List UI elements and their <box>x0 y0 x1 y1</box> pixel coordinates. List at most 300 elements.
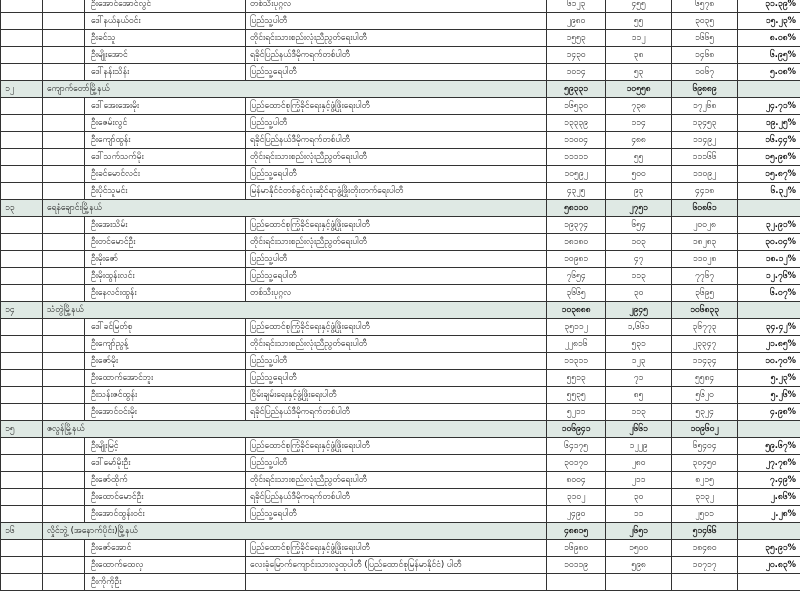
vote-percent: ၁၈.၁၂% <box>738 251 800 268</box>
votes-1: ၁၁၀၀၄ <box>547 132 606 149</box>
votes-total: ၁၁၀၉၂ <box>672 166 738 183</box>
blank-cell <box>1 574 43 591</box>
township-name: ရေနံချောင်းမြို့နယ် <box>43 200 547 217</box>
candidate-name: ဦးကျော်ထွန်း <box>85 132 246 149</box>
party-name: ပြည်ထောင်စုကြံ့ခိုင်ရေးနှင့်ဖွံ့ဖြိုးရေးပါတီ <box>246 540 547 557</box>
township-total-2: ၂၆၅၁ <box>606 523 672 540</box>
votes-2: ၇၃၈ <box>606 98 672 115</box>
votes-1: ၁၈၁၈၀ <box>547 234 606 251</box>
votes-1: ၃၀၁၇၀ <box>547 455 606 472</box>
vote-percent: ၂၇.၇၈% <box>738 455 800 472</box>
vote-percent: ၆.၀၇% <box>738 285 800 302</box>
township-row <box>1 200 800 217</box>
votes-total: ၄၄၁၈ <box>672 183 738 200</box>
party-name: တိုင်းရင်းသားစည်းလုံးညီညွတ်ရေးပါတီ <box>246 149 547 166</box>
votes-2: ၇၁ <box>606 370 672 387</box>
party-name: တစ်သီးပုဂ္ဂလ <box>246 0 547 13</box>
votes-2: ၄၈၈ <box>606 132 672 149</box>
candidate-name: ဦးဇေမ်းလွင် <box>85 115 246 132</box>
votes-total: ၁၇၂၆၈ <box>672 98 738 115</box>
vote-percent: ၅.၂၃% <box>738 370 800 387</box>
party-name: ပြည်သူ့ပါတီ <box>246 115 547 132</box>
candidate-row <box>1 319 800 336</box>
candidate-name: ဦးအောင်ထွန်းဝင်း <box>85 506 246 523</box>
township-number: ၁၆ <box>1 523 43 540</box>
party-name: ပြည်သူ့ရေပါတီ <box>246 370 547 387</box>
blank-cell <box>43 234 85 251</box>
blank-cell <box>43 149 85 166</box>
vote-percent: ၁၅.၉၈% <box>738 149 800 166</box>
party-name: ပြည်သူ့ရေပါတီ <box>246 64 547 81</box>
candidate-row <box>1 268 800 285</box>
party-name: ပြည်သူ့ပါတီ <box>246 353 547 370</box>
vote-percent: ၅.၂၆% <box>738 387 800 404</box>
township-total-3: ၆၉၈၈၉ <box>672 81 738 98</box>
votes-total <box>672 574 738 591</box>
candidate-name: ဦးမျိုးမြင့် <box>85 438 246 455</box>
votes-1: ၅၂၁၁ <box>547 404 606 421</box>
blank-cell <box>1 115 43 132</box>
vote-percent: ၁၅.၂၃% <box>738 13 800 30</box>
votes-1: ၃၁၀၂ <box>547 489 606 506</box>
township-total-2: ၂၉၄၅ <box>606 302 672 319</box>
party-name: မြန်မာနိုင်ငံတစ်ခွင်လုံးဆိုင်ရာဖွံ့ဖြိုးတိုးတက်ရေးပါတီ <box>246 183 547 200</box>
votes-2 <box>606 574 672 591</box>
vote-percent: ၂၁.၈၅% <box>738 336 800 353</box>
vote-percent: ၁၀.၇၀% <box>738 353 800 370</box>
blank-cell <box>43 0 85 13</box>
blank-cell <box>43 166 85 183</box>
township-number: ၁၃ <box>1 200 43 217</box>
candidate-name: ဦးအောင်အောင်လွင် <box>85 0 246 13</box>
votes-1: ၅၅၃၅ <box>547 387 606 404</box>
blank-cell <box>1 489 43 506</box>
vote-percent: ၃၄.၄၂% <box>738 319 800 336</box>
blank-cell <box>1 353 43 370</box>
votes-2: ၁၁၂ <box>606 30 672 47</box>
candidate-row <box>1 30 800 47</box>
votes-2: ၅၃၁ <box>606 336 672 353</box>
votes-1: ၁၃၃၃၉ <box>547 115 606 132</box>
candidate-row <box>1 574 800 591</box>
votes-2: ၄၅၅ <box>606 0 672 13</box>
candidate-row <box>1 0 800 13</box>
votes-2: ၈၅ <box>606 387 672 404</box>
candidate-name: ဒေါ်မော်မိုးဦး <box>85 455 246 472</box>
votes-total: ၁၁၄၉၂ <box>672 132 738 149</box>
votes-total: ၃၆၉၅ <box>672 285 738 302</box>
candidate-name: ဦးမိုးထွန်းလင်း <box>85 268 246 285</box>
votes-2: ၉၃ <box>606 183 672 200</box>
blank-cell <box>1 557 43 574</box>
candidate-name: ဦးထောက်ထေလှ <box>85 557 246 574</box>
township-name: ကျောက်တော်မြို့နယ် <box>43 81 547 98</box>
blank-cell <box>1 98 43 115</box>
blank-cell <box>43 506 85 523</box>
votes-total: ၅၅၈၄ <box>672 370 738 387</box>
votes-2: ၁၀၃ <box>606 234 672 251</box>
township-percent <box>738 302 800 319</box>
candidate-name: ဒေါ်သက်သက်မိုး <box>85 149 246 166</box>
votes-1: ၁၅၅၃ <box>547 30 606 47</box>
vote-percent: ၂၄.၇၁% <box>738 98 800 115</box>
blank-cell <box>43 13 85 30</box>
votes-total: ၂၅၀၁ <box>672 506 738 523</box>
candidate-row <box>1 13 800 30</box>
votes-2: ၅၉၈ <box>606 557 672 574</box>
township-name: သံတွဲမြို့နယ် <box>43 302 547 319</box>
party-name: ပြည်သူ့ရေပါတီ <box>246 506 547 523</box>
vote-percent: ၂.၈၆% <box>738 489 800 506</box>
township-total-2: ၁၀၅၅၈ <box>606 81 672 98</box>
candidate-row <box>1 370 800 387</box>
vote-percent: ၅.၀၈% <box>738 64 800 81</box>
candidate-row <box>1 149 800 166</box>
party-name: ရခိုင်ပြည်နယ်ဒီမိုကရက်တစ်ပါတီ <box>246 404 547 421</box>
township-total-2: ၂၆၆၁ <box>606 421 672 438</box>
township-total-1: ၅၈၁၁၀ <box>547 200 606 217</box>
candidate-name: ဦးဇော်မိုး <box>85 353 246 370</box>
blank-cell <box>1 455 43 472</box>
votes-total: ၁၀၇၁၇ <box>672 557 738 574</box>
party-name: ပြည်သူ့ရေပါတီ <box>246 166 547 183</box>
vote-percent: ၁၉.၂၅% <box>738 115 800 132</box>
candidate-row <box>1 183 800 200</box>
candidate-row <box>1 506 800 523</box>
votes-1: ၃၆၆၅ <box>547 285 606 302</box>
blank-cell <box>43 370 85 387</box>
candidate-row <box>1 132 800 149</box>
candidate-name: ဒေါ်နန်းသိန်း <box>85 64 246 81</box>
candidate-name: ဦးဇော်ထိုက် <box>85 472 246 489</box>
votes-total: ၇၇၆၇ <box>672 268 738 285</box>
votes-2: ၁၁ <box>606 506 672 523</box>
vote-percent: ၂၀.၈၃% <box>738 557 800 574</box>
candidate-name: ဦးခင်သူ <box>85 30 246 47</box>
vote-percent: ၄.၉၈% <box>738 404 800 421</box>
votes-total: ၃၀၃၅ <box>672 13 738 30</box>
party-name: ပြည်ထောင်စုကြံ့ခိုင်ရေးနှင့်ဖွံ့ဖြိုးရေးပါတီ <box>246 319 547 336</box>
blank-cell <box>43 64 85 81</box>
votes-1: ၂၂၈၁၆ <box>547 336 606 353</box>
blank-cell <box>1 370 43 387</box>
votes-1: ၁၀၁၄ <box>547 64 606 81</box>
votes-1: ၁၁၁၁၁ <box>547 149 606 166</box>
votes-2: ၅၀၀ <box>606 166 672 183</box>
township-row <box>1 421 800 438</box>
votes-1: ၁၄၃၀ <box>547 47 606 64</box>
blank-cell <box>43 47 85 64</box>
votes-1: ၅၅၁၃ <box>547 370 606 387</box>
votes-1: ၂၄၉၀ <box>547 506 606 523</box>
votes-2: ၃၈ <box>606 47 672 64</box>
votes-total: ၁၈၂၈၃ <box>672 234 738 251</box>
blank-cell <box>43 472 85 489</box>
blank-cell <box>43 387 85 404</box>
blank-cell <box>1 166 43 183</box>
blank-cell <box>1 540 43 557</box>
votes-1: ၄၃၂၅ <box>547 183 606 200</box>
township-total-3: ၆၀၈၆၁ <box>672 200 738 217</box>
votes-1: ၈၀၀၄ <box>547 472 606 489</box>
party-name: လေးခုံမြောက်ကျောင်းသားလူထုပါတီ (ပြည်ထောင်စုမြန်မာနိုင်ငံ) ပါတီ <box>246 557 547 574</box>
township-number: ၁၂ <box>1 81 43 98</box>
blank-cell <box>1 0 43 13</box>
votes-1: ၆၁၂၃ <box>547 0 606 13</box>
party-name: ပြည်သူ့ပါတီ <box>246 251 547 268</box>
blank-cell <box>43 251 85 268</box>
candidate-row <box>1 217 800 234</box>
votes-1: ၂၉၈၀ <box>547 13 606 30</box>
votes-1: ၁၆၉၈၀ <box>547 540 606 557</box>
candidate-row <box>1 387 800 404</box>
votes-total: ၁၃၄၅၃ <box>672 115 738 132</box>
vote-percent: ၈.၀၈% <box>738 30 800 47</box>
vote-percent: ၃၅.၉၁% <box>738 540 800 557</box>
candidate-row <box>1 455 800 472</box>
township-total-3: ၅၁၄၆၆ <box>672 523 738 540</box>
candidate-row <box>1 404 800 421</box>
vote-percent: ၅၉.၆၇% <box>738 438 800 455</box>
votes-1: ၇၆၅၄ <box>547 268 606 285</box>
township-total-1: ၅၉၃၃၁ <box>547 81 606 98</box>
party-name: တစ်သီးပုဂ္ဂလ <box>246 285 547 302</box>
vote-percent: ၁၂.၇၆% <box>738 268 800 285</box>
candidate-name: ဦးကျော်ညွန့် <box>85 336 246 353</box>
votes-2: ၆၅၄ <box>606 217 672 234</box>
candidate-name: ဦးထောင်မောင်ဦး <box>85 489 246 506</box>
votes-1: ၃၅၁၁၂ <box>547 319 606 336</box>
votes-2: ၁၁၃ <box>606 404 672 421</box>
candidate-name: ဒေါ်အေးအေးမိုး <box>85 98 246 115</box>
vote-percent: ၂.၂၈% <box>738 506 800 523</box>
candidate-row <box>1 251 800 268</box>
township-percent <box>738 421 800 438</box>
blank-cell <box>1 404 43 421</box>
blank-cell <box>43 98 85 115</box>
vote-percent: ၃၂.၉၁% <box>738 217 800 234</box>
candidate-row <box>1 285 800 302</box>
votes-total: ၁၁၀၂၈ <box>672 251 738 268</box>
vote-percent <box>738 574 800 591</box>
blank-cell <box>1 132 43 149</box>
votes-total: ၅၆၂၀ <box>672 387 738 404</box>
township-number: ၁၅ <box>1 421 43 438</box>
vote-percent: ၇.၄၉% <box>738 472 800 489</box>
votes-2: ၅၅ <box>606 149 672 166</box>
township-row <box>1 523 800 540</box>
blank-cell <box>1 336 43 353</box>
candidate-row <box>1 438 800 455</box>
vote-percent: ၃၁.၃၉% <box>738 0 800 13</box>
votes-total: ၁၈၄၈၀ <box>672 540 738 557</box>
party-name: ပြည်သူ့ပါတီ <box>246 13 547 30</box>
votes-1: ၁၁၃၁၁ <box>547 353 606 370</box>
township-total-1: ၁၀၆၉၄၁ <box>547 421 606 438</box>
candidate-row <box>1 166 800 183</box>
candidate-row <box>1 353 800 370</box>
votes-2: ၄၇ <box>606 251 672 268</box>
votes-2: ၁၂၂၉ <box>606 438 672 455</box>
township-total-3: ၁၀၉၆၀၂ <box>672 421 738 438</box>
candidate-name: ဦးကိုကိုဦး <box>85 574 246 591</box>
township-percent <box>738 523 800 540</box>
votes-total: ၁၆၆၅ <box>672 30 738 47</box>
votes-2: ၁၁၃ <box>606 268 672 285</box>
blank-cell <box>1 319 43 336</box>
party-name: ရခိုင်ပြည်နယ်ဒီမိုကရက်တစ်ပါတီ <box>246 47 547 64</box>
votes-total: ၃၆၇၇၃ <box>672 319 738 336</box>
vote-percent: ၁၅.၈၇% <box>738 166 800 183</box>
party-name: ပြည်ထောင်စုကြံ့ခိုင်ရေးနှင့်ဖွံ့ဖြိုးရေးပါတီ <box>246 98 547 115</box>
blank-cell <box>43 557 85 574</box>
votes-2: ၁၅၀၀ <box>606 540 672 557</box>
votes-2: ၁၂၃ <box>606 353 672 370</box>
votes-1: ၁၀၉၈၁ <box>547 251 606 268</box>
party-name: ပြည်သူ့ပါတီ <box>246 455 547 472</box>
blank-cell <box>43 455 85 472</box>
votes-2: ၅၃ <box>606 64 672 81</box>
blank-cell <box>1 30 43 47</box>
candidate-row <box>1 64 800 81</box>
candidate-row <box>1 98 800 115</box>
township-row <box>1 81 800 98</box>
blank-cell <box>1 268 43 285</box>
blank-cell <box>43 319 85 336</box>
candidate-row <box>1 234 800 251</box>
candidate-row <box>1 489 800 506</box>
votes-1: ၁၀၅၉၂ <box>547 166 606 183</box>
votes-total: ၆၅၇၈ <box>672 0 738 13</box>
blank-cell <box>1 387 43 404</box>
blank-cell <box>1 472 43 489</box>
votes-2: ၃၀ <box>606 285 672 302</box>
blank-cell <box>1 234 43 251</box>
votes-total: ၂၀၀၂၈ <box>672 217 738 234</box>
votes-total: ၁၀၆၇ <box>672 64 738 81</box>
party-name: ငြိမ်းချမ်းရေးနှင့်ဖွံ့ဖြိုးရေးပါတီ <box>246 387 547 404</box>
party-name: ပြည်ထောင်စုကြံ့ခိုင်ရေးနှင့်ဖွံ့ဖြိုးရေးပါတီ <box>246 217 547 234</box>
blank-cell <box>43 115 85 132</box>
votes-total: ၈၂၁၅ <box>672 472 738 489</box>
party-name: ရခိုင်ပြည်နယ်ဒီမိုကရက်တစ်ပါတီ <box>246 489 547 506</box>
candidate-name: ဦးတင်မောင်ဦး <box>85 234 246 251</box>
candidate-row <box>1 557 800 574</box>
candidate-row <box>1 540 800 557</box>
party-name <box>246 574 547 591</box>
township-total-2: ၂၇၅၁ <box>606 200 672 217</box>
blank-cell <box>43 183 85 200</box>
township-percent <box>738 81 800 98</box>
township-name: လှိုင်ဘွဲ့ (အနောက်ပိုင်း)မြို့နယ် <box>43 523 547 540</box>
blank-cell <box>43 268 85 285</box>
blank-cell <box>43 132 85 149</box>
votes-2: ၅၅ <box>606 13 672 30</box>
votes-total: ၂၃၃၄၇ <box>672 336 738 353</box>
candidate-name: ဦးမျိုးအောင် <box>85 47 246 64</box>
township-percent <box>738 200 800 217</box>
candidate-name: ဦးနေလင်းထွန်း <box>85 285 246 302</box>
votes-total: ၃၁၃၂ <box>672 489 738 506</box>
votes-total: ၁၁၁၆၆ <box>672 149 738 166</box>
votes-2: ၃၀ <box>606 489 672 506</box>
candidate-name: ဦးမိုးဇော် <box>85 251 246 268</box>
candidate-name: ဒေါ်ခင်မြတ်စု <box>85 319 246 336</box>
blank-cell <box>43 353 85 370</box>
votes-1: ၁၆၅၃၀ <box>547 98 606 115</box>
blank-cell <box>43 574 85 591</box>
votes-total: ၆၅၄၀၄ <box>672 438 738 455</box>
votes-2: ၁,၆၆၁ <box>606 319 672 336</box>
candidate-name: ဦးဇော်အောင် <box>85 540 246 557</box>
party-name: တိုင်းရင်းသားစည်းလုံးညီညွတ်ရေးပါတီ <box>246 472 547 489</box>
results-table-body <box>1 0 800 591</box>
blank-cell <box>43 404 85 421</box>
party-name: တိုင်းရင်းသားစည်းလုံးညီညွတ်ရေးပါတီ <box>246 30 547 47</box>
party-name: တိုင်းရင်းသားစည်းလုံးညီညွတ်ရေးပါတီ <box>246 336 547 353</box>
candidate-name: ဦးအောင်ဝင်းမိုး <box>85 404 246 421</box>
blank-cell <box>1 47 43 64</box>
blank-cell <box>43 438 85 455</box>
blank-cell <box>43 489 85 506</box>
township-number: ၁၄ <box>1 302 43 319</box>
blank-cell <box>1 251 43 268</box>
blank-cell <box>43 285 85 302</box>
candidate-name: ဦးပိုင်သူမင်း <box>85 183 246 200</box>
township-total-1: ၄၈၈၁၅ <box>547 523 606 540</box>
blank-cell <box>1 183 43 200</box>
votes-2: ၂၁၁ <box>606 472 672 489</box>
blank-cell <box>1 285 43 302</box>
vote-percent: ၃၀.၀၄% <box>738 234 800 251</box>
party-name: ပြည်ထောင်စုကြံ့ခိုင်ရေးနှင့်ဖွံ့ဖြိုးရေးပါတီ <box>246 438 547 455</box>
township-total-1: ၁၀၃၈၈၈ <box>547 302 606 319</box>
blank-cell <box>1 64 43 81</box>
vote-percent: ၆.၉၅% <box>738 47 800 64</box>
blank-cell <box>1 149 43 166</box>
candidate-name: ဦးအေးသိမ်း <box>85 217 246 234</box>
township-total-3: ၁၀၆၈၃၃ <box>672 302 738 319</box>
candidate-name: ဒေါ်နယ်နယ်ဝင်း <box>85 13 246 30</box>
votes-1 <box>547 574 606 591</box>
blank-cell <box>1 217 43 234</box>
votes-2: ၂၈၀ <box>606 455 672 472</box>
blank-cell <box>1 13 43 30</box>
vote-percent: ၆.၃၂% <box>738 183 800 200</box>
votes-1: ၆၄၁၇၅ <box>547 438 606 455</box>
candidate-row <box>1 472 800 489</box>
votes-1: ၁၀၁၁၉ <box>547 557 606 574</box>
candidate-row <box>1 115 800 132</box>
candidate-name: ဦးခင်မောင်လင်း <box>85 166 246 183</box>
party-name: ရခိုင်ပြည်နယ်ဒီမိုကရက်တစ်ပါတီ <box>246 132 547 149</box>
candidate-name: ဦးထောက်အောင်ဘူး <box>85 370 246 387</box>
township-name: ဇလွန်မြို့နယ် <box>43 421 547 438</box>
blank-cell <box>43 217 85 234</box>
votes-total: ၃၀၄၅၀ <box>672 455 738 472</box>
votes-total: ၁၁၄၃၄ <box>672 353 738 370</box>
party-name: တိုင်းရင်းသားစည်းလုံးညီညွတ်ရေးပါတီ <box>246 234 547 251</box>
blank-cell <box>43 540 85 557</box>
blank-cell <box>43 336 85 353</box>
votes-1: ၁၉၃၇၄ <box>547 217 606 234</box>
township-row <box>1 302 800 319</box>
party-name: ပြည်သူ့ရေပါတီ <box>246 268 547 285</box>
blank-cell <box>43 30 85 47</box>
votes-2: ၁၁၄ <box>606 115 672 132</box>
vote-percent: ၁၆.၄၄% <box>738 132 800 149</box>
votes-total: ၁၄၆၈ <box>672 47 738 64</box>
